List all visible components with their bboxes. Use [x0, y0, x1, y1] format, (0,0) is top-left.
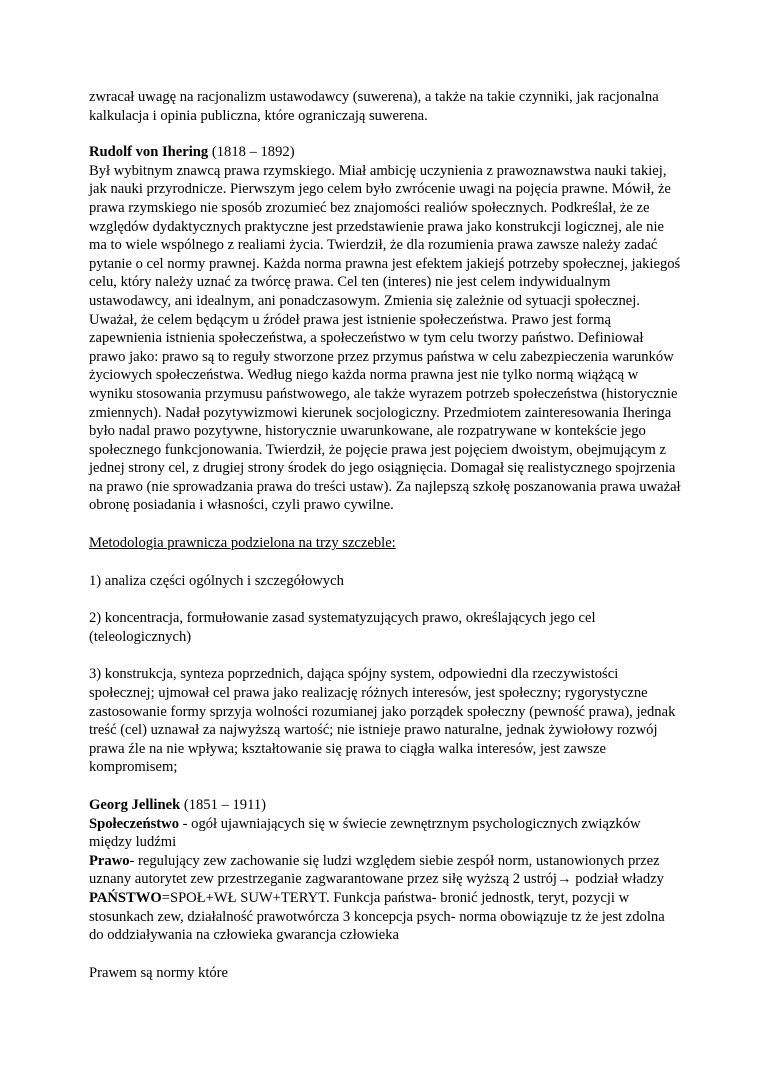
society-definition [89, 815, 681, 852]
state-term: PAŃSTWO [89, 889, 162, 906]
ihering-section [89, 143, 681, 515]
society-def: - ogół ujawniających się w świecie zewnętrznym psychologicznych związków między ludźmi [89, 815, 641, 851]
intro-paragraph: zwracał uwagę na racjonalizm ustawodawcy (suwerena), a także na takie czynniki, jak racjonalna kalkulacja i opinia publiczna, które ograniczają suwerena. [89, 89, 659, 124]
methodology-heading: Metodologia prawnicza podzielona na trzy szczeble: [89, 535, 396, 552]
jellinek-section [89, 796, 681, 945]
jellinek-name: Georg Jellinek [89, 797, 181, 813]
document-page [89, 88, 681, 982]
ihering-heading [89, 143, 681, 162]
ihering-name: Rudolf von Ihering [89, 144, 209, 161]
society-term: Społeczeństwo [89, 815, 179, 832]
state-definition [89, 889, 681, 945]
methodology-item-2: 2) koncentracja, formułowanie zasad systematyzujących prawo, określających jego cel (teleologicznych) [89, 610, 596, 645]
closing-paragraph: Prawem są normy które [89, 964, 229, 981]
jellinek-heading [89, 796, 681, 815]
state-def: =SPOŁ+WŁ SUW+TERYT. Funkcja państwa- bronić jednostk, teryt, pozycji w stosunkach zew, działalność prawotwórcza 3 koncepcja psych- norma obowiązuje tz że jest zdolna do oddziaływania na człowieka gwarancja człowieka [89, 889, 665, 944]
ihering-dates: (1818 – 1892) [208, 144, 295, 161]
law-def: - regulujący zew zachowanie się ludzi względem siebie zespół norm, ustanowionych przez uznany autorytet zew przestrzeganie zagwarantowane przez siłę wyższą 2 ustrój→ podział władzy [89, 852, 664, 888]
ihering-body: Był wybitnym znawcą prawa rzymskiego. Miał ambicję uczynienia z prawoznawstwa nauki takiej, jak nauki przyrodnicze. Pierwszym jego celem było zwrócenie uwagi na pojęcia prawne. Mówił, że prawa rzymskiego nie sposób zrozumieć bez znajomości realiów społecznych. Podkreślał, że ze względów dydaktycznych praktyczne jest przedstawienie prawa jako konstrukcji logicznej, ale nie ma to wiele wspólnego z realiami życia. Twierdził, że dla rozumienia prawa zawsze należy zadać pytanie o cel normy prawnej. Każda norma prawna jest efektem jakiejś potrzeby społecznej, jakiegoś celu, który należy uznać za twórcę prawa. Cel ten (interes) nie jest celem indywidualnym ustawodawcy, ani idealnym, ani ponadczasowym. Zmienia się zależnie od sytuacji społecznej. Uważał, że celem będącym u źródeł prawa jest istnienie społeczeństwa. Prawo jest formą zapewnienia istnienia społeczeństwa, a społeczeństwo w tym celu tworzy państwo. Definiował prawo jako: prawo są to reguły stworzone przez przymus państwa w celu zabezpieczenia warunków życiowych społeczeństwa. Według niego każda norma prawna jest nie tylko normą wiążącą w wyniku stosowania przymusu państwowego, ale także wyrazem potrzeb społeczeństwa (historycznie zmiennych). Nadał pozytywizmowi kierunek socjologiczny. Przedmiotem zainteresowania Iheringa było nadal prawo pozytywne, historycznie uwarunkowane, ale rozpatrywane w kontekście jego społecznego funkcjonowania. Twierdził, że pojęcie prawa jest pojęciem dwoistym, obejmującym z jednej strony cel, z drugiej strony środek do jego osiągnięcia. Domagał się realistycznego spojrzenia na prawo (nie sprowadzania prawa do treści ustaw). Za najlepszą szkołę poszanowania prawa uważał obronę posiadania i własności, czyli prawo cywilne. [89, 162, 681, 514]
methodology-item-1: 1) analiza części ogólnych i szczegółowych [89, 572, 344, 589]
law-definition [89, 852, 681, 889]
methodology-item-3: 3) konstrukcja, synteza poprzednich, dająca spójny system, odpowiedni dla rzeczywistości społecznej; ujmował cel prawa jako realizację różnych interesów, jest społeczny; rygorystyczne zastosowanie formy sprzyja wolności rozumianej jako porządek społeczny (pewność prawa), jednak treść (cel) uznawał za najwyższą wartość; nie istnieje prawo naturalne, jednak żywiołowy rozwój prawa źle na nie wpływa; kształtowanie się prawa to ciągła walka interesów, jest zawsze kompromisem; [89, 666, 676, 776]
jellinek-dates: (1851 – 1911) [180, 797, 266, 813]
law-term: Prawo [89, 852, 130, 869]
